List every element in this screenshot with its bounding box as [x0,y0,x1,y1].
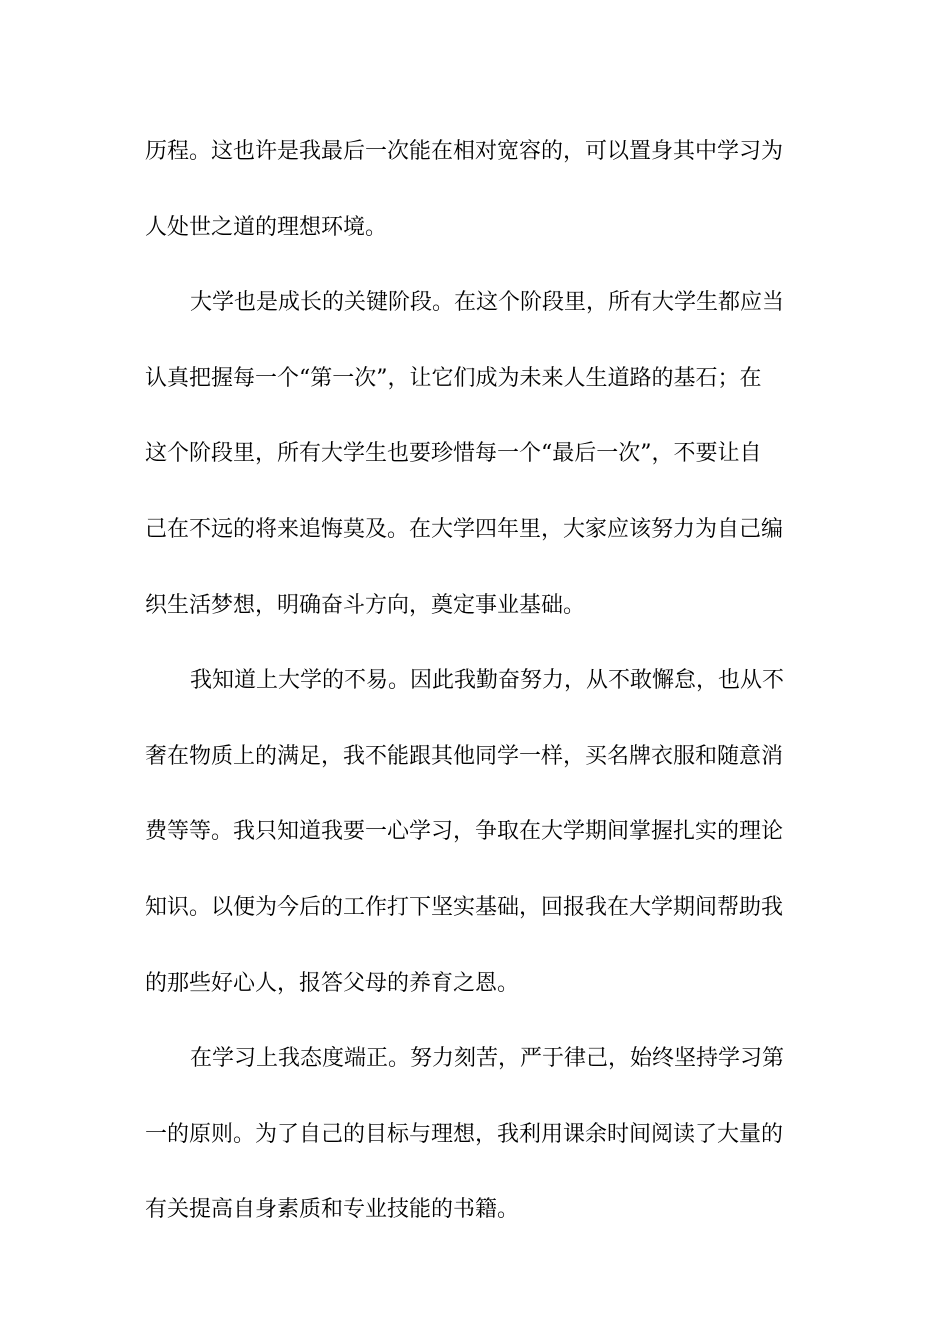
text-line: 一的原则。为了自己的目标与理想，我利用课余时间阅读了大量的 [145,1121,784,1147]
paragraph-start-line: 在学习上我态度端正。努力刻苦，严于律己，始终坚持学习第 [190,1046,785,1072]
text-line: 历程。这也许是我最后一次能在相对宽容的，可以置身其中学习为 [145,139,784,164]
text-line: 织生活梦想，明确奋斗方向，奠定事业基础。 [145,592,586,618]
text-line: 奢在物质上的满足，我不能跟其他同学一样，买名牌衣服和随意消 [145,743,784,769]
paragraph-start-line: 大学也是成长的关键阶段。在这个阶段里，所有大学生都应当 [190,290,785,316]
text-line: 认真把握每一个“第一次”，让它们成为未来人生道路的基石；在 [145,365,762,391]
text-line: 费等等。我只知道我要一心学习，争取在大学期间掌握扎实的理论 [145,819,784,845]
paragraph-start-line: 我知道上大学的不易。因此我勤奋努力，从不敢懈怠，也从不 [190,668,785,694]
body-text [145,128,815,1262]
text-line: 己在不远的将来追悔莫及。在大学四年里，大家应该努力为自己编 [145,516,784,542]
text-line: 的那些好心人，报答父母的养育之恩。 [145,970,520,996]
text-line: 有关提高自身素质和专业技能的书籍。 [145,1197,520,1223]
text-line: 这个阶段里，所有大学生也要珍惜每一个“最后一次”，不要让自 [145,441,762,467]
text-line: 知识。以便为今后的工作打下坚实基础，回报我在大学期间帮助我 [145,894,784,920]
text-line: 人处世之道的理想环境。 [145,214,388,240]
